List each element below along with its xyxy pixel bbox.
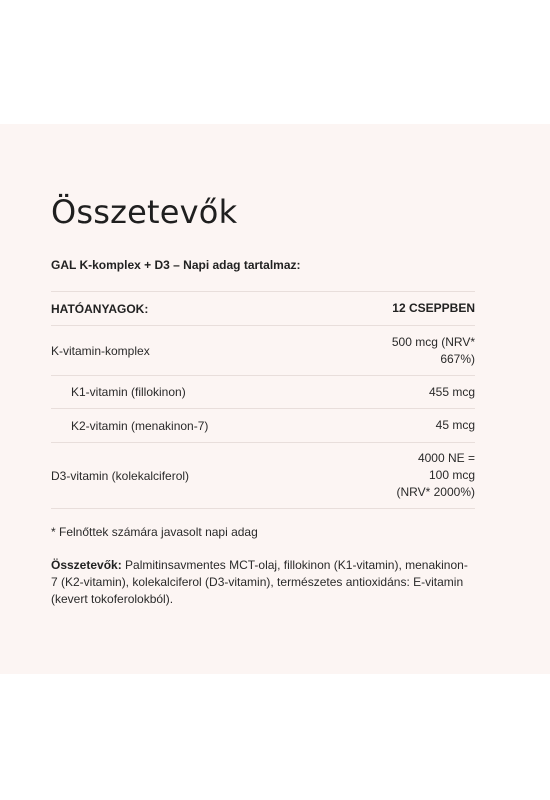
header-dose: 12 CSEPPBEN [392,301,475,315]
table-row [51,326,475,376]
ingredients-list [51,557,471,608]
header-active-ingredients: HATÓANYAGOK: [51,301,149,316]
table-row [51,376,475,409]
table-header-row [51,292,475,326]
daily-dose-subtitle: GAL K-komplex + D3 – Napi adag tartalmaz: [51,258,301,272]
ingredient-amount: 4000 NE = 100 mcg (NRV* 2000%) [396,451,475,499]
table-row [51,443,475,509]
ingredient-name: K-vitamin-komplex [51,343,150,358]
ingredient-name: K1-vitamin (fillokinon) [71,385,186,399]
section-heading: Összetevők [51,193,238,231]
ingredients-label: Összetevők: [51,558,122,572]
ingredient-amount: 45 mcg [435,418,475,432]
ingredient-name: D3-vitamin (kolekalciferol) [51,468,190,483]
ingredient-amount: 500 mcg (NRV* 667%) [391,334,475,366]
nutrition-table [51,291,475,509]
ingredient-name: K2-vitamin (menakinon-7) [71,418,209,433]
table-row [51,409,475,443]
ingredient-amount: 455 mcg [428,384,475,399]
ingredients-text: Palmitinsavmentes MCT-olaj, fillokinon (K1-vitamin), menakinon-7 (K2-vitamin), kolekalciferol (D3-vitamin), természetes antioxidáns: E-vitamin (kevert tokoferolokból). [51,558,468,606]
nrv-footnote: * Felnőttek számára javasolt napi adag [51,525,258,539]
